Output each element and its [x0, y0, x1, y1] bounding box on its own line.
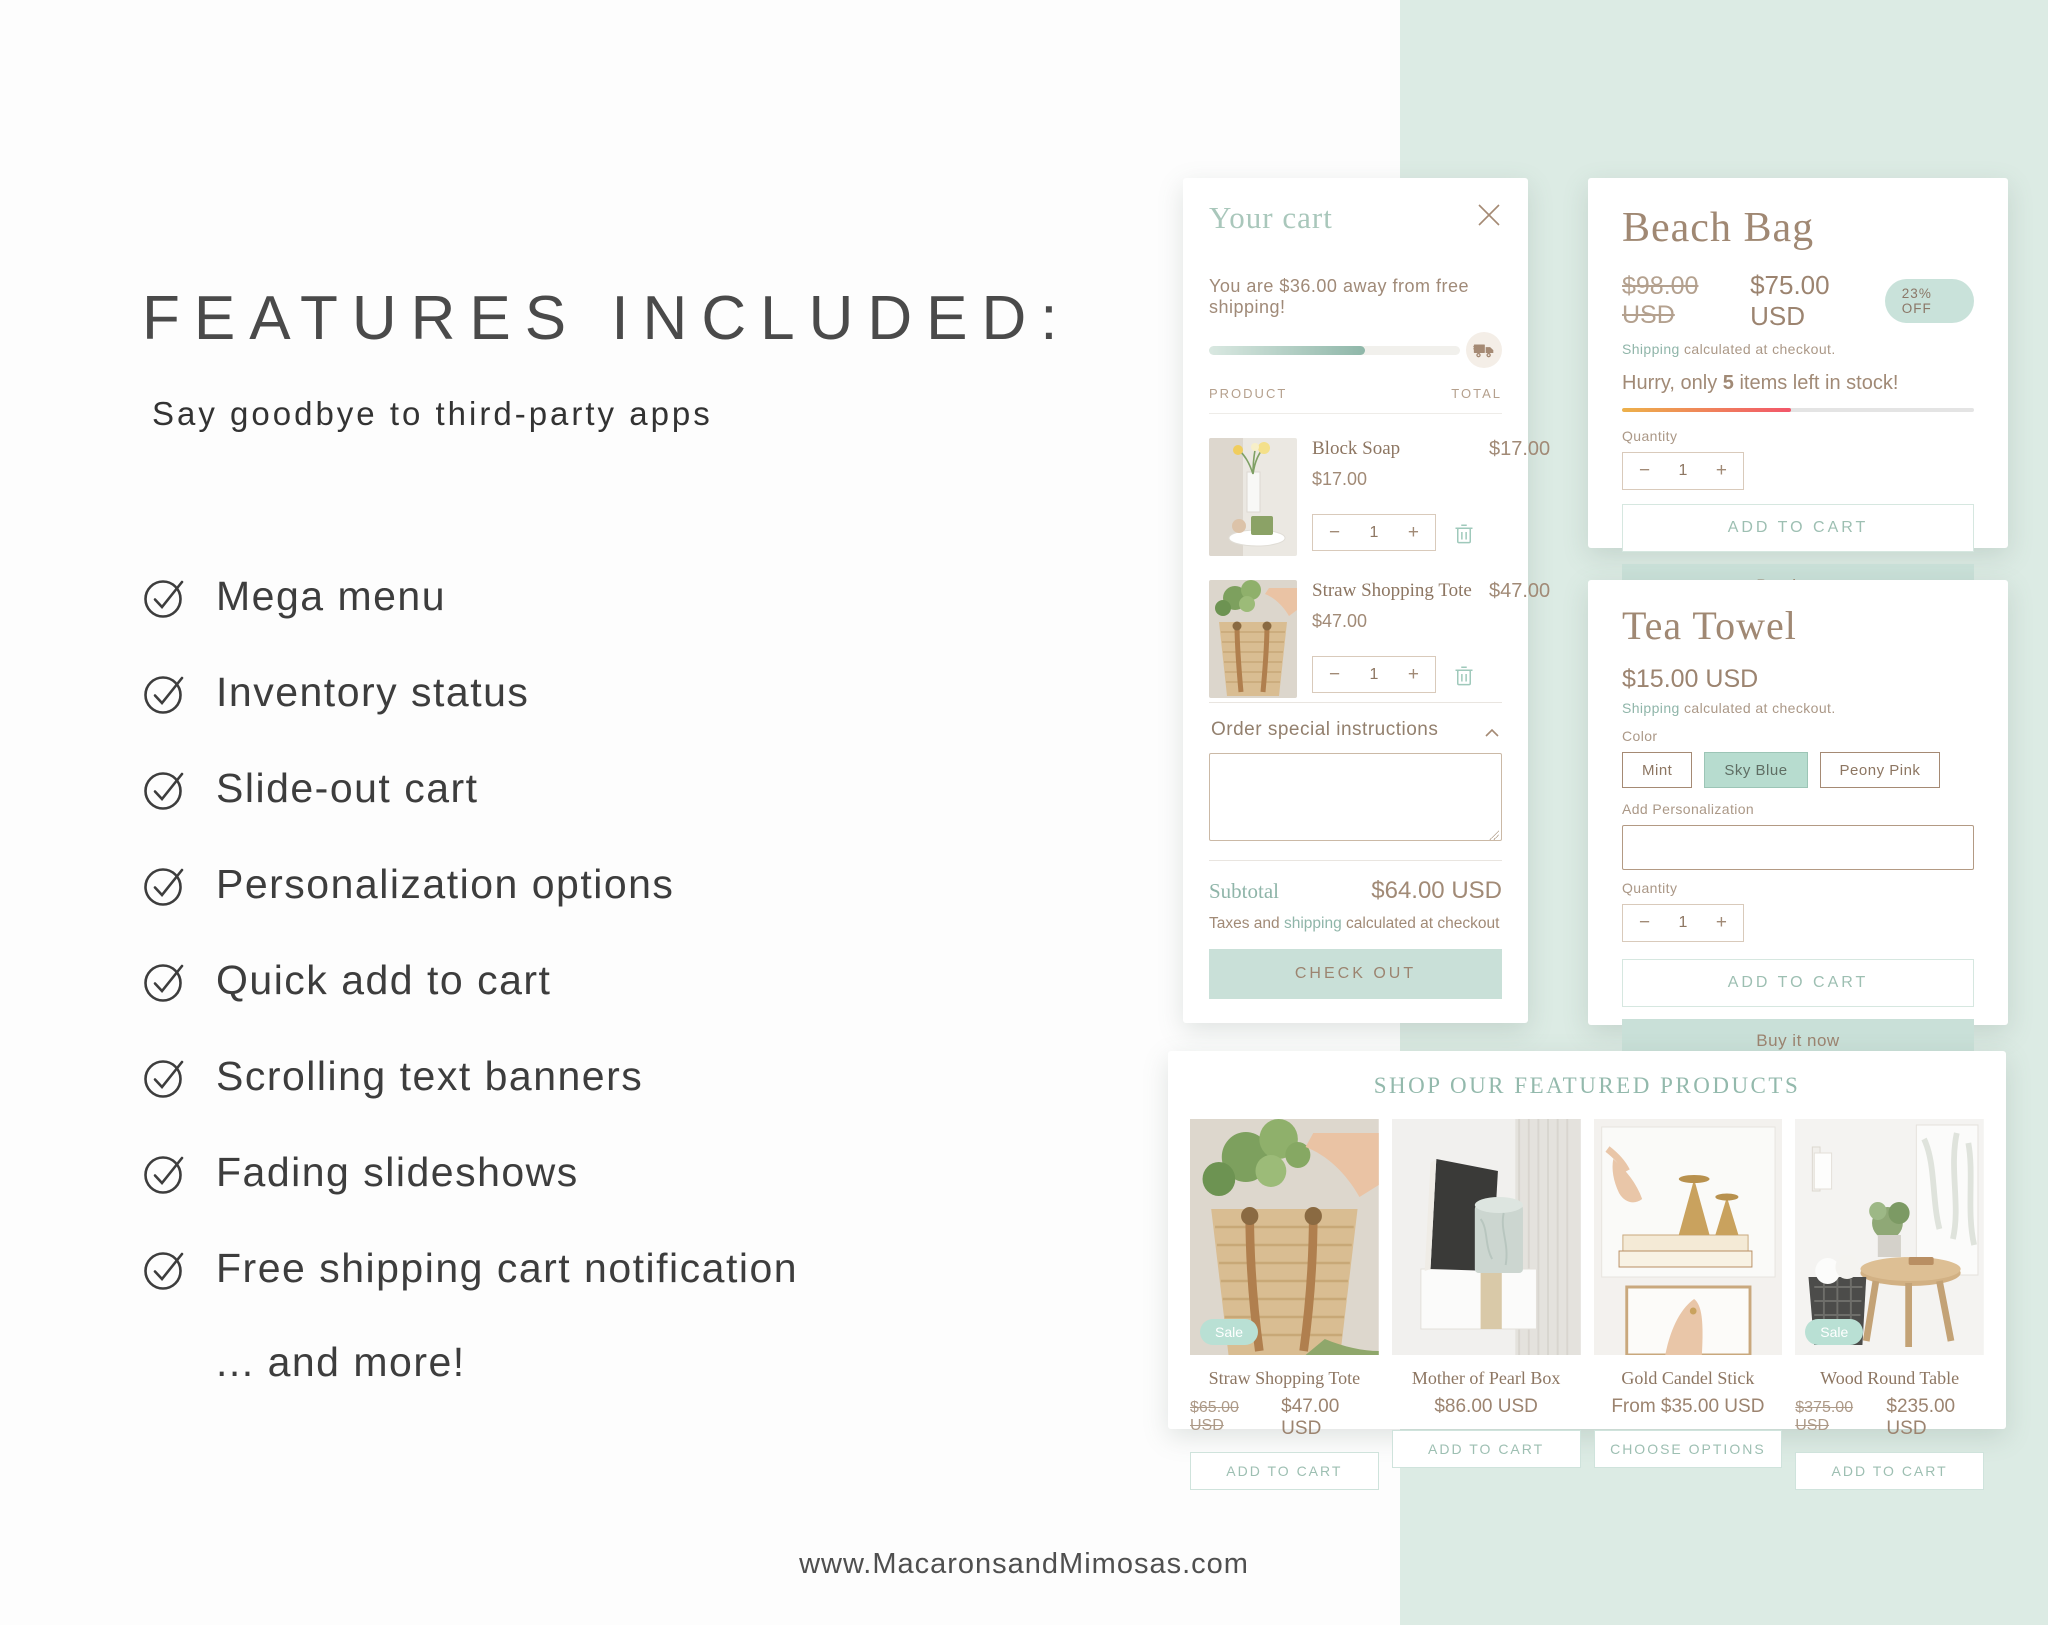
- featured-price: $86.00 USD: [1434, 1396, 1538, 1417]
- circled-check-icon: [142, 1054, 188, 1100]
- cart-item: [1209, 580, 1551, 698]
- stock-pre: Hurry, only: [1622, 372, 1723, 394]
- free-shipping-note: You are $36.00 away from free shipping!: [1209, 276, 1469, 317]
- old-price: $98.00 USD: [1622, 272, 1699, 329]
- featured-price: $235.00 USD: [1886, 1396, 1956, 1439]
- feature-item-label: Scrolling text banners: [216, 1053, 644, 1100]
- featured-price: $47.00 USD: [1281, 1396, 1340, 1439]
- add-to-cart-button[interactable]: ADD TO CART: [1795, 1452, 1984, 1490]
- close-icon[interactable]: [1476, 202, 1502, 228]
- featured-products-section: [1168, 1051, 2006, 1479]
- tax-note-pre: Taxes and: [1209, 915, 1284, 932]
- cart-item-total: $47.00: [1489, 580, 1551, 602]
- checkout-button[interactable]: CHECK OUT: [1209, 949, 1502, 999]
- quantity-label: Quantity: [1622, 880, 1678, 896]
- features-section: [142, 286, 1152, 1386]
- featured-title: SHOP OUR FEATURED PRODUCTS: [1373, 1073, 1801, 1098]
- stock-bar-track: [1622, 408, 1974, 412]
- color-swatch-peony-pink[interactable]: Peony Pink: [1820, 752, 1941, 788]
- order-instructions-header[interactable]: [1209, 703, 1502, 753]
- circled-check-icon: [142, 670, 188, 716]
- quantity-value[interactable]: 1: [1369, 665, 1379, 683]
- progress-track: [1209, 346, 1460, 355]
- feature-item: [142, 1149, 1152, 1196]
- feature-item: [142, 1245, 1152, 1292]
- free-shipping-progress: [1209, 332, 1502, 368]
- color-swatch-mint[interactable]: Mint: [1622, 752, 1692, 788]
- quantity-stepper: [1312, 514, 1436, 551]
- feature-item-label: Inventory status: [216, 669, 530, 716]
- quantity-stepper: [1622, 452, 1744, 490]
- shipping-link[interactable]: Shipping: [1622, 341, 1680, 357]
- quantity-label: Quantity: [1622, 428, 1678, 444]
- feature-item: [142, 861, 1152, 908]
- product-image-pearl-box[interactable]: [1392, 1119, 1581, 1355]
- cart-item-total: $17.00: [1489, 438, 1551, 460]
- feature-item-label: Fading slideshows: [216, 1149, 579, 1196]
- feature-item: [142, 1053, 1152, 1100]
- page-title: FEATURES INCLUDED:: [142, 284, 1072, 353]
- featured-product-card: [1392, 1119, 1581, 1490]
- color-label: Color: [1622, 728, 1658, 744]
- featured-product-name[interactable]: Gold Candel Stick: [1621, 1368, 1755, 1388]
- feature-item: [142, 573, 1152, 620]
- add-to-cart-button[interactable]: ADD TO CART: [1622, 504, 1974, 552]
- featured-product-card: [1190, 1119, 1379, 1490]
- order-instructions-label: Order special instructions: [1211, 719, 1439, 740]
- featured-product-name[interactable]: Mother of Pearl Box: [1411, 1368, 1561, 1388]
- featured-old-price: $65.00 USD: [1190, 1399, 1239, 1434]
- shipping-note: [1622, 700, 1974, 716]
- circled-check-icon: [142, 766, 188, 812]
- featured-price: From $35.00 USD: [1611, 1396, 1765, 1417]
- feature-item-label: Personalization options: [216, 861, 675, 908]
- shipping-note-rest: calculated at checkout.: [1679, 341, 1836, 357]
- product-title: Tea Towel: [1622, 603, 1797, 648]
- current-price: $15.00 USD: [1622, 665, 1759, 693]
- shipping-link[interactable]: Shipping: [1622, 700, 1680, 716]
- total-column-header: TOTAL: [1451, 386, 1502, 401]
- discount-badge: 23% OFF: [1885, 279, 1974, 323]
- stock-warning: [1622, 372, 1974, 395]
- feature-item-label: Quick add to cart: [216, 957, 552, 1004]
- sale-badge: Sale: [1200, 1319, 1258, 1345]
- circled-check-icon: [142, 862, 188, 908]
- stock-count: 5: [1722, 372, 1734, 394]
- feature-list: [142, 573, 1152, 1292]
- cart-item-unit-price: $47.00: [1312, 611, 1368, 631]
- product-thumbnail-block-soap[interactable]: [1209, 438, 1297, 556]
- featured-product-card: [1795, 1119, 1984, 1490]
- feature-item-label: Free shipping cart notification: [216, 1245, 799, 1292]
- product-image-straw-tote[interactable]: [1190, 1119, 1379, 1355]
- add-to-cart-button[interactable]: ADD TO CART: [1392, 1430, 1581, 1468]
- cart-item-name[interactable]: Straw Shopping Tote: [1312, 580, 1472, 601]
- subtotal-label: Subtotal: [1209, 879, 1280, 903]
- website-url: www.MacaronsandMimosas.com: [799, 1548, 1249, 1580]
- sale-badge: Sale: [1805, 1319, 1863, 1345]
- quantity-increase-button[interactable]: +: [1715, 912, 1727, 933]
- quantity-value[interactable]: 1: [1678, 462, 1688, 479]
- stock-bar-fill: [1622, 408, 1791, 412]
- cart-column-headers: [1209, 386, 1502, 414]
- quantity-increase-button[interactable]: +: [1407, 521, 1419, 543]
- quantity-decrease-button[interactable]: −: [1329, 663, 1341, 685]
- color-swatch-sky-blue[interactable]: Sky Blue: [1704, 752, 1807, 788]
- cart-item: [1209, 438, 1551, 556]
- quantity-stepper: [1312, 656, 1436, 693]
- personalization-input[interactable]: [1622, 825, 1974, 870]
- choose-options-button[interactable]: CHOOSE OPTIONS: [1594, 1430, 1783, 1468]
- add-to-cart-button[interactable]: ADD TO CART: [1190, 1452, 1379, 1490]
- feature-more: ... and more!: [216, 1339, 466, 1386]
- featured-old-price: $375.00 USD: [1795, 1399, 1854, 1434]
- circled-check-icon: [142, 958, 188, 1004]
- cart-drawer: [1183, 178, 1551, 1023]
- shipping-note: [1622, 341, 1974, 357]
- subtotal-value: $64.00 USD: [1371, 877, 1502, 904]
- tax-note-post: calculated at checkout: [1341, 915, 1500, 932]
- buy-it-now-button[interactable]: Buy it now: [1622, 1019, 1974, 1063]
- cart-item-name[interactable]: Block Soap: [1312, 438, 1401, 459]
- featured-product-name[interactable]: Straw Shopping Tote: [1208, 1368, 1361, 1388]
- shipping-link[interactable]: shipping: [1283, 915, 1342, 932]
- truck-icon: [1466, 332, 1502, 368]
- featured-product-name[interactable]: Wood Round Table: [1820, 1368, 1960, 1388]
- quantity-decrease-button[interactable]: −: [1639, 912, 1651, 933]
- circled-check-icon: [142, 574, 188, 620]
- feature-item: [142, 765, 1152, 812]
- feature-item: [142, 957, 1152, 1004]
- circled-check-icon: [142, 1246, 188, 1292]
- tax-note: [1209, 915, 1502, 933]
- product-card-beach-bag: [1588, 178, 2008, 548]
- featured-product-card: [1594, 1119, 1783, 1490]
- quantity-decrease-button[interactable]: −: [1639, 460, 1651, 481]
- cart-title: Your cart: [1209, 200, 1333, 235]
- product-image-wood-table[interactable]: [1795, 1119, 1984, 1355]
- product-card-tea-towel: [1588, 580, 2008, 1050]
- product-title: Beach Bag: [1622, 205, 1815, 251]
- product-image-gold-candlestick[interactable]: [1594, 1119, 1783, 1355]
- order-instructions-textarea[interactable]: [1209, 753, 1502, 841]
- quantity-decrease-button[interactable]: −: [1329, 521, 1341, 543]
- color-options: [1622, 752, 1974, 788]
- stock-post: items left in stock!: [1733, 372, 1899, 394]
- shipping-note-rest: calculated at checkout.: [1679, 700, 1836, 716]
- product-column-header: PRODUCT: [1209, 386, 1288, 401]
- product-thumbnail-straw-tote[interactable]: [1209, 580, 1297, 698]
- chevron-up-icon[interactable]: [1484, 725, 1500, 735]
- quantity-stepper: [1622, 904, 1744, 942]
- quantity-value[interactable]: 1: [1369, 523, 1379, 541]
- circled-check-icon: [142, 1150, 188, 1196]
- progress-fill: [1209, 346, 1365, 355]
- cart-item-unit-price: $17.00: [1312, 469, 1368, 489]
- quantity-value[interactable]: 1: [1678, 914, 1688, 931]
- quantity-increase-button[interactable]: +: [1407, 663, 1419, 685]
- feature-item-label: Mega menu: [216, 573, 447, 620]
- feature-item-label: Slide-out cart: [216, 765, 479, 812]
- page-subtitle: Say goodbye to third-party apps: [152, 395, 713, 433]
- remove-item-trash-icon[interactable]: [1454, 522, 1474, 544]
- add-to-cart-button[interactable]: ADD TO CART: [1622, 959, 1974, 1007]
- quantity-increase-button[interactable]: +: [1715, 460, 1727, 481]
- feature-item: [142, 669, 1152, 716]
- personalization-label: Add Personalization: [1622, 801, 1755, 817]
- current-price: $75.00 USD: [1750, 270, 1830, 331]
- remove-item-trash-icon[interactable]: [1454, 664, 1474, 686]
